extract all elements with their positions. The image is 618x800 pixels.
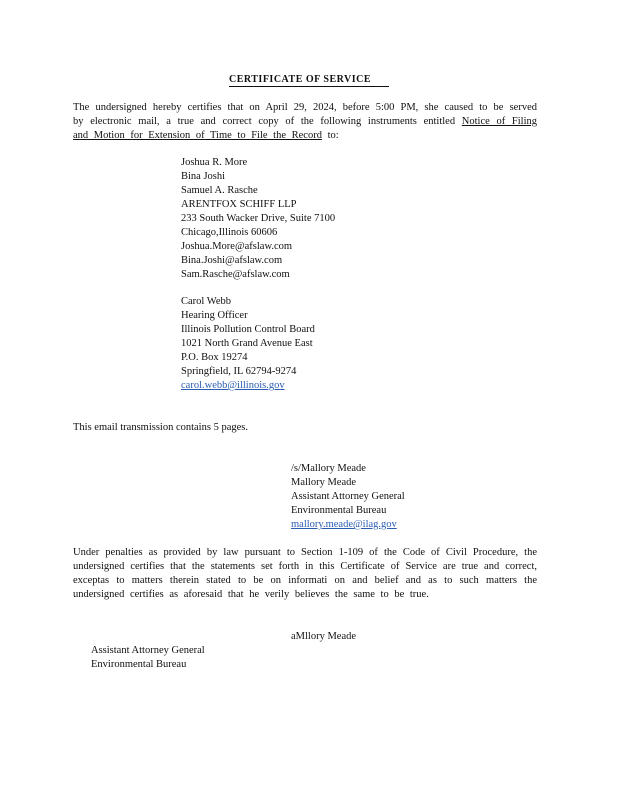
footer-title: Assistant Attorney General <box>91 645 205 656</box>
document-title: CERTIFICATE OF SERVICE <box>229 74 389 87</box>
signature-line: /s/Mallory Meade <box>291 463 366 474</box>
signature-block <box>291 462 405 532</box>
recipient-block-arentfox <box>181 156 335 282</box>
intro-text: The undersigned hereby certifies that on April 29, 2024, before 5:00 PM, she caused to be served by electronic mail, a true and correct copy of the following instruments entitled <box>73 102 537 127</box>
intro-suffix: to: <box>321 130 339 141</box>
recipient-email: Joshua.More@afslaw.com <box>181 241 293 252</box>
recipient-line: Bina Joshi <box>181 171 226 182</box>
recipient-line: ARENTFOX SCHIFF LLP <box>181 199 297 210</box>
recipient-line: Carol Webb <box>181 296 231 307</box>
instrument-title: Notice of Filing and Motion for Extension of Time to File the Record <box>73 116 537 141</box>
recipient-line: Samuel A. Rasche <box>181 185 258 196</box>
penalties-paragraph: Under penalties as provided by law pursuant to Section 1-109 of the Code of Civil Procedure, the undersigned certifies that the statements set forth in this Certificate of Service are true and correct, exceptas to matters therein stated to be on informati on and belief and as to such matters the undersigned certifies as aforesaid that he verily believes the same to be true. <box>73 547 537 600</box>
mallory-meade-email-link[interactable]: mallory.meade@ilag.gov <box>291 519 397 530</box>
recipient-line: Illinois Pollution Control Board <box>181 324 315 335</box>
signer-title: Assistant Attorney General <box>291 491 405 502</box>
footer-signer-block <box>91 644 205 672</box>
recipient-line: Chicago,Illinois 60606 <box>181 227 278 238</box>
signer-dept: Environmental Bureau <box>291 505 387 516</box>
recipient-line: 233 South Wacker Drive, Suite 7100 <box>181 213 336 224</box>
intro-paragraph <box>73 101 537 143</box>
recipient-line: Springfield, IL 62794-9274 <box>181 366 297 377</box>
recipient-line: Joshua R. More <box>181 157 248 168</box>
recipient-email: Bina.Joshi@afslaw.com <box>181 255 283 266</box>
recipient-block-hearing-officer <box>181 295 315 393</box>
transmission-note: This email transmission contains 5 pages. <box>73 422 248 433</box>
recipient-line: P.O. Box 19274 <box>181 352 248 363</box>
footer-dept: Environmental Bureau <box>91 659 187 670</box>
recipient-line: 1021 North Grand Avenue East <box>181 338 313 349</box>
recipient-line: Hearing Officer <box>181 310 248 321</box>
carol-webb-email-link[interactable]: carol.webb@illinois.gov <box>181 380 285 391</box>
signer-name: Mallory Meade <box>291 477 357 488</box>
footer-signature: aMllory Meade <box>291 631 357 642</box>
recipient-email: Sam.Rasche@afslaw.com <box>181 269 290 280</box>
